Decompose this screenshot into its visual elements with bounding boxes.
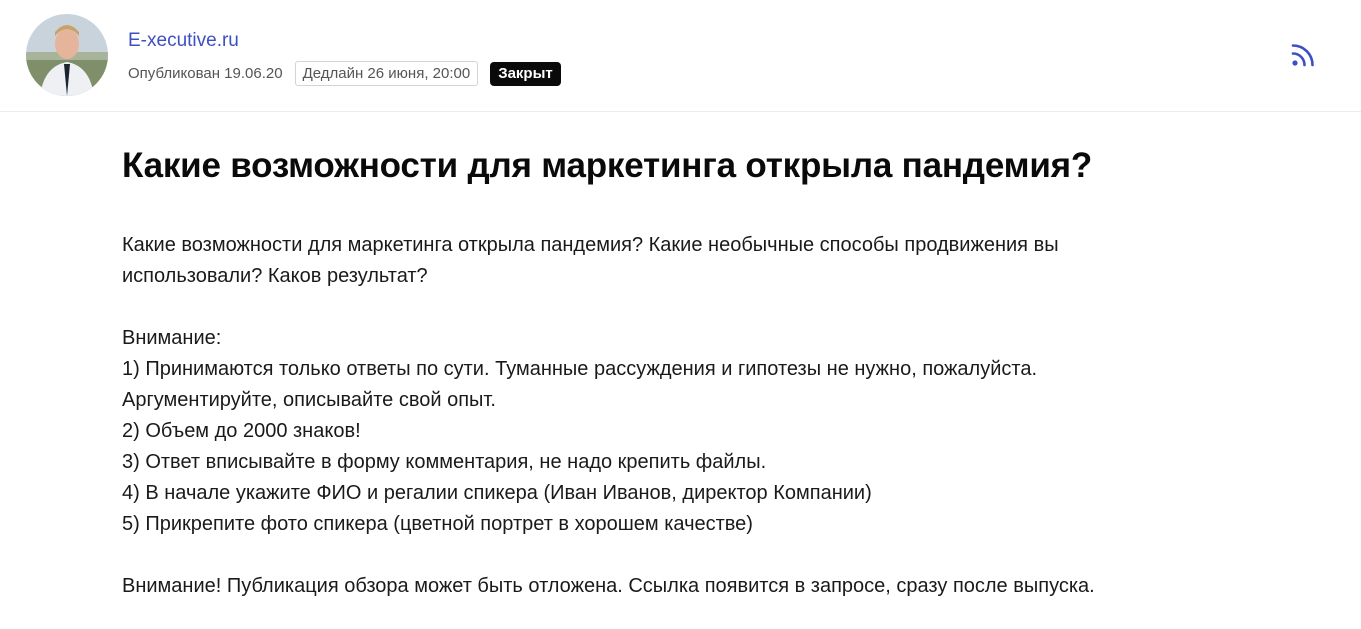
rule-4: 4) В начале укажите ФИО и регалии спикера (Иван Иванов, директор Компании)	[122, 482, 872, 504]
rule-5: 5) Прикрепите фото спикера (цветной портрет в хорошем качестве)	[122, 513, 753, 535]
rule-1-line-2: Аргументируйте, описывайте свой опыт.	[122, 389, 496, 411]
publication-notice: Внимание! Публикация обзора может быть отложена. Ссылка появится в запросе, сразу после выпуска.	[122, 575, 1095, 597]
intro-line-2: использовали? Каков результат?	[122, 265, 428, 287]
paragraph-gap	[122, 292, 1242, 323]
post-body	[122, 230, 1242, 602]
post-title: Какие возможности для маркетинга открыла пандемия?	[122, 146, 1093, 185]
author-avatar[interactable]	[26, 14, 108, 96]
post-meta	[128, 61, 561, 86]
rss-button[interactable]	[1290, 42, 1316, 68]
attention-label: Внимание:	[122, 327, 222, 349]
author-name-link[interactable]: E-xecutive.ru	[128, 30, 239, 51]
post-header	[0, 0, 1361, 112]
intro-line-1: Какие возможности для маркетинга открыла пандемия? Какие необычные способы продвижения вы	[122, 234, 1059, 256]
deadline-badge: Дедлайн 26 июня, 20:00	[295, 61, 479, 86]
author-photo	[26, 14, 108, 96]
status-badge: Закрыт	[490, 62, 561, 86]
rule-3: 3) Ответ вписывайте в форму комментария, не надо крепить файлы.	[122, 451, 767, 473]
published-date: Опубликован 19.06.20	[128, 65, 283, 82]
paragraph-gap	[122, 540, 1242, 571]
rule-2: 2) Объем до 2000 знаков!	[122, 420, 361, 442]
rss-icon	[1290, 42, 1316, 68]
post-content	[122, 140, 1242, 602]
rule-1-line-1: 1) Принимаются только ответы по сути. Туманные рассуждения и гипотезы не нужно, пожалуйста.	[122, 358, 1037, 380]
